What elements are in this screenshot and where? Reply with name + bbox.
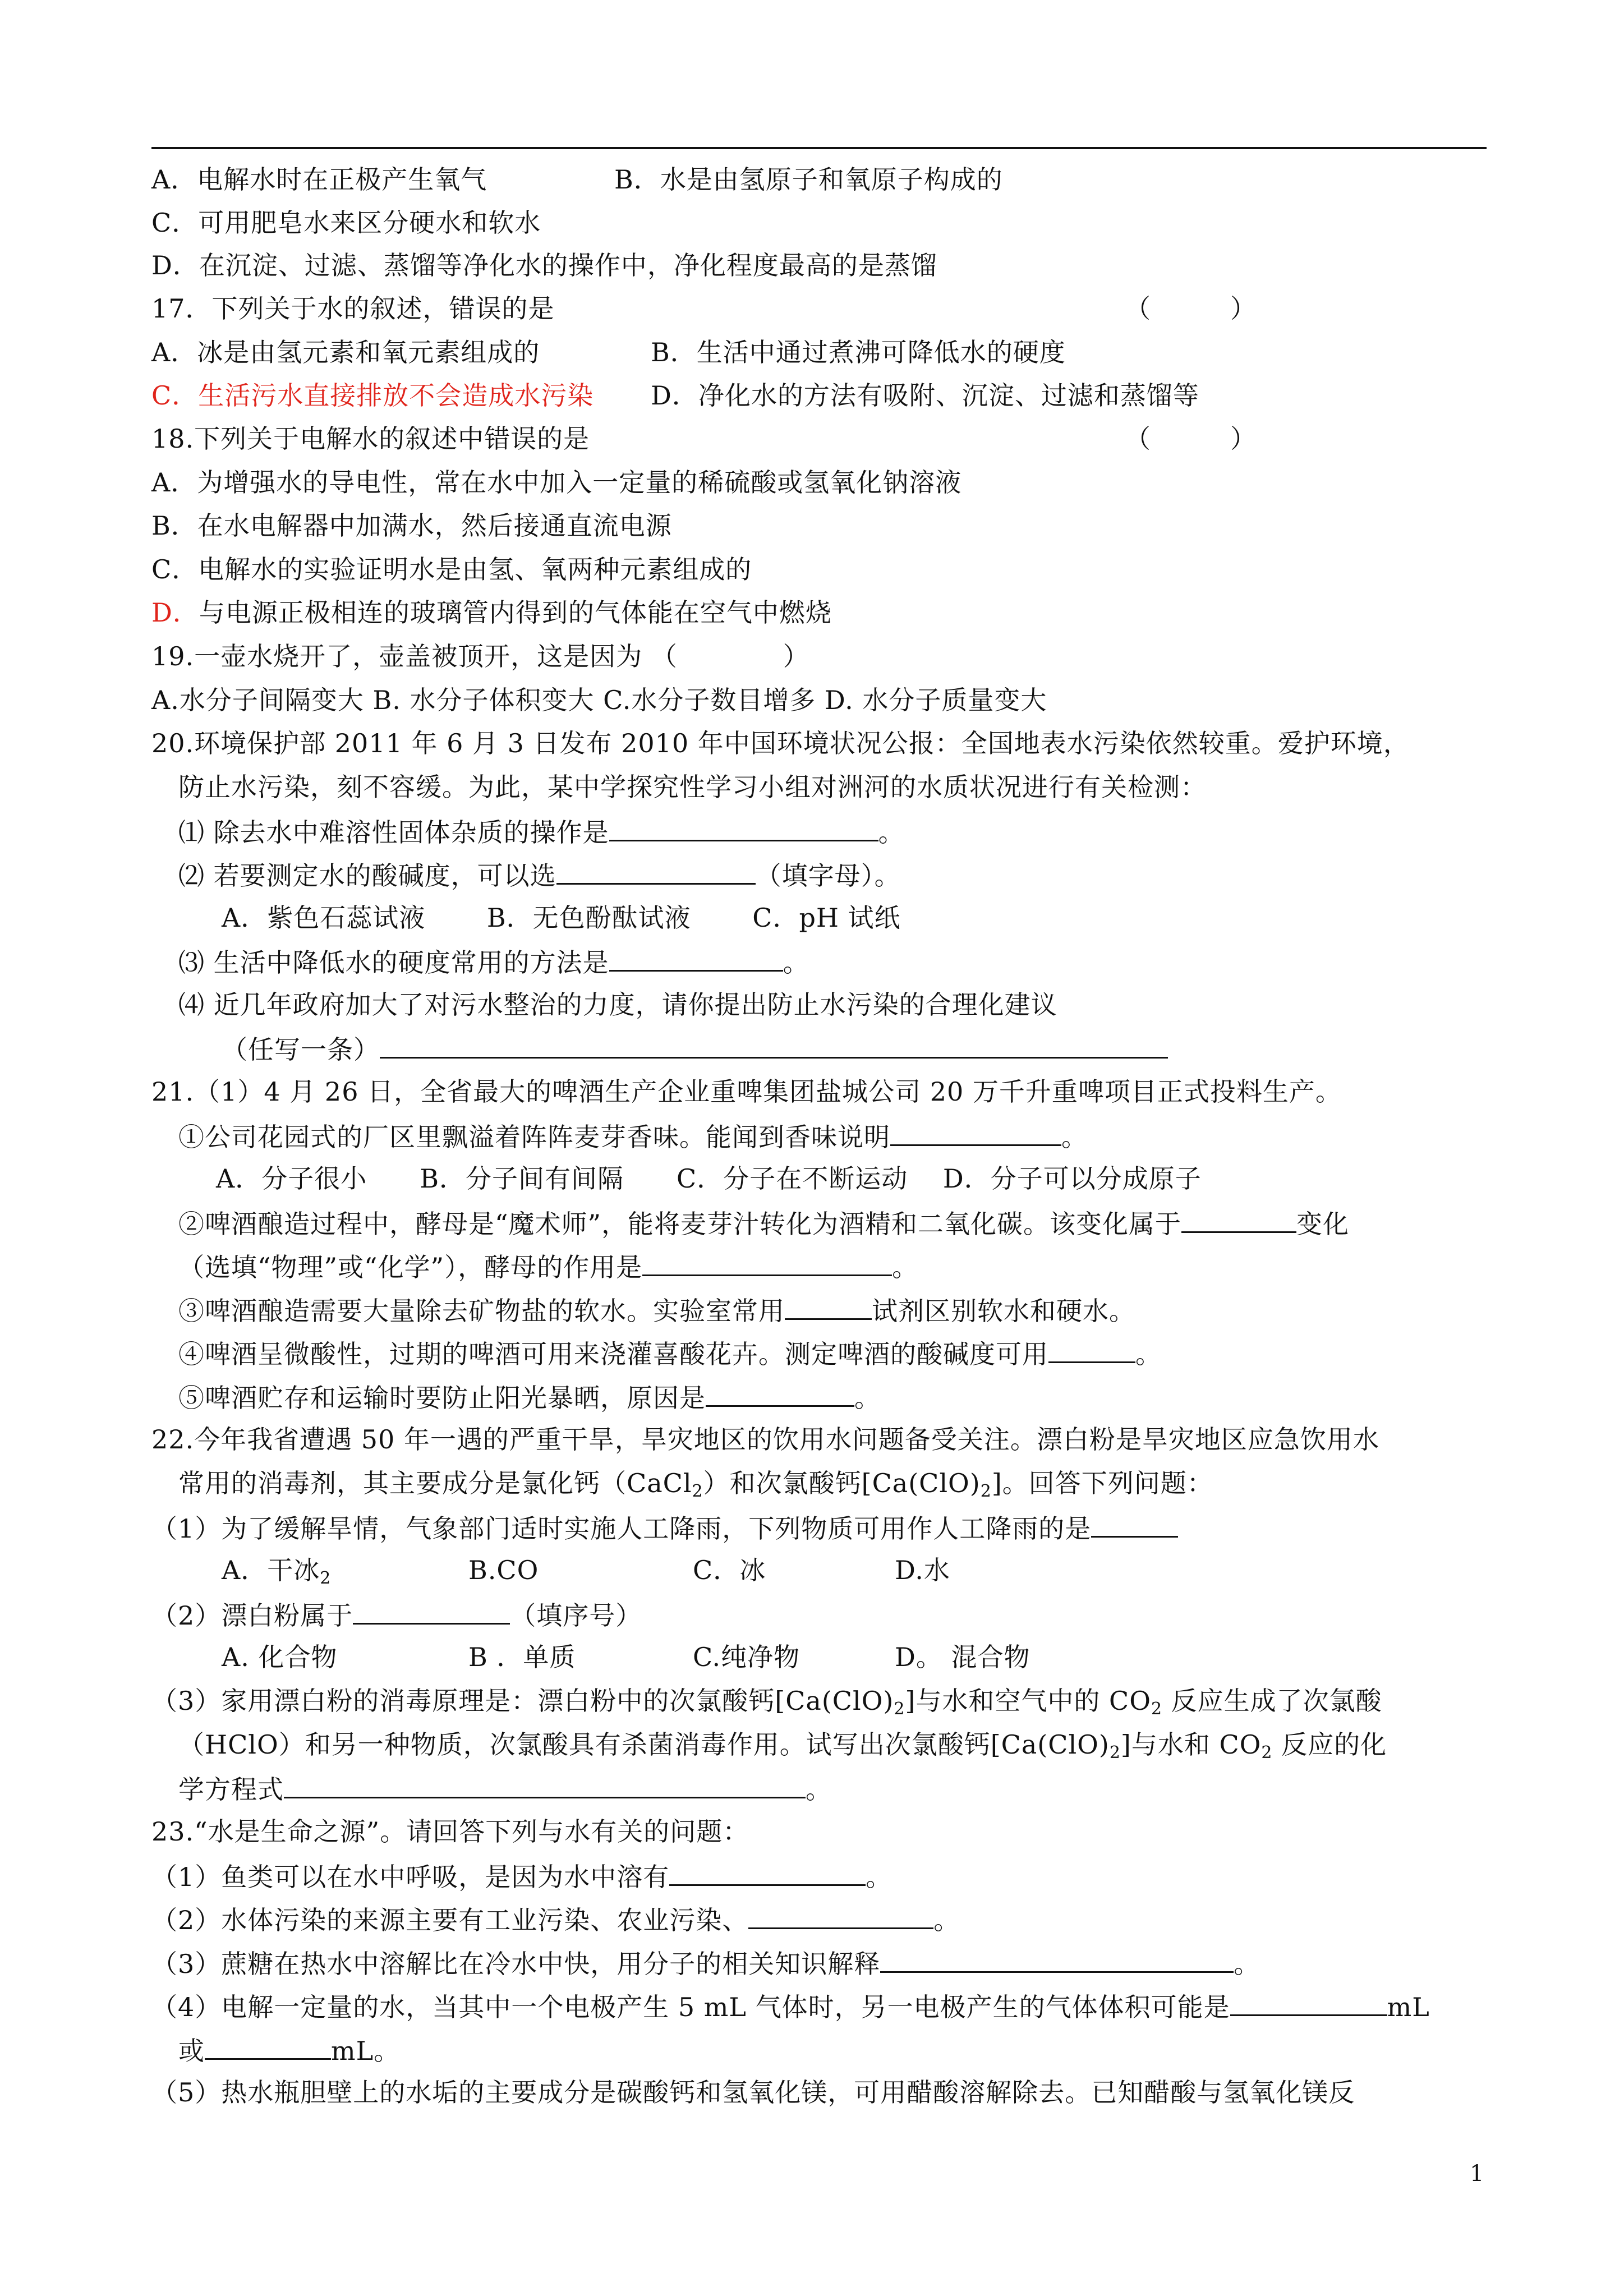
text-segment: 20.环境保护部 2011 年 6 月 3 日发布 2010 年中国环境状况公报：全国地表水污染依然较重。爱护环境， bbox=[151, 728, 1410, 758]
text-segment: 23.“水是生命之源”。请回答下列与水有关的问题： bbox=[151, 1816, 749, 1847]
text-segment: （2）水体污染的来源主要有工业污染、农业污染、 bbox=[151, 1905, 749, 1935]
text-segment: 。 bbox=[783, 947, 809, 978]
text-segment: C．生活污水直接排放不会造成水污染 bbox=[151, 380, 594, 411]
text-segment: 反应的化 bbox=[1272, 1729, 1387, 1760]
text-segment: （3）家用漂白粉的消毒原理是：漂白粉中的次氯酸钙[Ca(ClO) bbox=[151, 1686, 894, 1716]
text-segment: 。 bbox=[892, 1252, 919, 1282]
text-segment: ⑶ 生活中降低水的硬度常用的方法是 bbox=[178, 947, 609, 978]
text-segment: D.水 bbox=[895, 1555, 950, 1585]
text-segment: mL。 bbox=[331, 2036, 401, 2066]
text-segment: 或 bbox=[178, 2036, 205, 2066]
text-segment: B．生活中通过煮沸可降低水的硬度 bbox=[651, 337, 1066, 367]
text-line bbox=[222, 1031, 1168, 1066]
text-segment: 学方程式 bbox=[178, 1774, 284, 1805]
text-line bbox=[178, 1249, 918, 1284]
text-line bbox=[151, 1510, 1178, 1545]
text-segment: D．净化水的方法有吸附、沉淀、过滤和蒸馏等 bbox=[651, 380, 1199, 411]
text-segment: A．电解水时在正极产生氧气 bbox=[151, 164, 487, 195]
text-segment: 。 bbox=[806, 1774, 832, 1805]
text-segment: ]与水和空气中的 CO bbox=[905, 1686, 1151, 1716]
text-line bbox=[222, 901, 901, 935]
text-line bbox=[151, 163, 1003, 196]
text-line bbox=[151, 596, 832, 629]
page-number: 1 bbox=[1470, 2161, 1484, 2187]
text-segment: ①公司花园式的厂区里飘溢着阵阵麦芽香味。能闻到香味说明 bbox=[178, 1122, 890, 1152]
text-segment: B ．单质 bbox=[468, 1642, 576, 1672]
text-segment: A．紫色石蕊试液 B．无色酚酞试液 C．pH 试纸 bbox=[222, 903, 901, 933]
answer-blank[interactable] bbox=[284, 1771, 806, 1798]
text-line bbox=[151, 292, 1257, 325]
text-line bbox=[178, 1466, 1213, 1500]
answer-blank[interactable] bbox=[785, 1292, 872, 1320]
answer-blank[interactable] bbox=[1181, 1205, 1296, 1233]
text-line bbox=[178, 814, 905, 849]
text-line bbox=[151, 1684, 1382, 1718]
text-segment: 。 bbox=[1234, 1949, 1260, 1979]
text-segment: A．冰是由氢元素和氧元素组成的 bbox=[151, 337, 540, 367]
text-segment: 。 bbox=[933, 1905, 960, 1935]
text-line bbox=[151, 422, 1257, 455]
text-line bbox=[151, 249, 937, 282]
text-line bbox=[151, 379, 1199, 412]
text-segment: A. 化合物 bbox=[222, 1642, 338, 1672]
text-line bbox=[151, 1423, 1379, 1456]
text-segment: （填序号） bbox=[510, 1600, 642, 1631]
text-segment: 试剂区别软水和硬水。 bbox=[872, 1296, 1135, 1326]
text-segment: 变化 bbox=[1296, 1209, 1350, 1239]
subscript: 2 bbox=[1151, 1699, 1163, 1719]
subscript: 2 bbox=[1109, 1743, 1121, 1763]
text-segment: A．干冰 bbox=[222, 1555, 320, 1585]
answer-blank[interactable] bbox=[706, 1379, 854, 1407]
text-segment: ⑴ 除去水中难溶性固体杂质的操作是 bbox=[178, 817, 609, 848]
text-segment: （ ） bbox=[1125, 293, 1257, 324]
text-segment: B．水是由氢原子和氧原子构成的 bbox=[614, 164, 1003, 195]
text-line bbox=[151, 683, 1047, 717]
text-line bbox=[151, 639, 809, 673]
subscript: 2 bbox=[1261, 1743, 1273, 1763]
text-segment: C．可用肥皂水来区分硬水和软水 bbox=[151, 208, 541, 238]
text-line bbox=[151, 1858, 892, 1894]
text-segment: ⑷ 近几年政府加大了对污水整治的力度，请你提出防止水污染的合理化建议 bbox=[178, 990, 1057, 1020]
text-line bbox=[151, 726, 1410, 760]
text-line bbox=[178, 1205, 1349, 1241]
answer-blank[interactable] bbox=[380, 1031, 1168, 1059]
text-segment: ]与水和 CO bbox=[1120, 1729, 1262, 1760]
text-segment: （1）为了缓解旱情，气象部门适时实施人工降雨，下列物质可用作人工降雨的是 bbox=[151, 1513, 1092, 1544]
text-segment: 防止水污染，刻不容缓。为此，某中学探究性学习小组对洲河的水质状况进行有关检测： bbox=[178, 772, 1207, 802]
text-segment: A．为增强水的导电性，常在水中加入一定量的稀硫酸或氢氧化钠溶液 bbox=[151, 467, 962, 498]
text-line bbox=[178, 1336, 1162, 1371]
text-segment: ⑵ 若要测定水的酸碱度，可以选 bbox=[178, 861, 556, 891]
answer-blank[interactable] bbox=[880, 1945, 1234, 1973]
text-line bbox=[178, 857, 901, 892]
text-segment: （2）漂白粉属于 bbox=[151, 1600, 353, 1631]
text-segment: C．电解水的实验证明水是由氢、氧两种元素组成的 bbox=[151, 554, 752, 585]
text-line bbox=[222, 1640, 1030, 1674]
text-line bbox=[151, 1075, 1342, 1108]
text-line bbox=[178, 944, 809, 979]
text-line bbox=[151, 1597, 642, 1632]
text-segment: 18.下列关于电解水的叙述中错误的是 bbox=[151, 424, 590, 454]
subscript: 2 bbox=[894, 1699, 905, 1719]
text-segment: （任写一条） bbox=[222, 1034, 380, 1065]
answer-blank[interactable] bbox=[353, 1597, 510, 1625]
text-line bbox=[178, 1119, 1088, 1154]
answer-blank[interactable] bbox=[1091, 1510, 1178, 1538]
text-line bbox=[151, 466, 961, 499]
text-line bbox=[178, 988, 1057, 1022]
text-segment: ）和次氯酸钙[Ca(ClO) bbox=[703, 1468, 981, 1498]
text-line bbox=[151, 206, 541, 240]
answer-blank[interactable] bbox=[609, 814, 878, 841]
text-segment: C.纯净物 bbox=[693, 1642, 801, 1672]
text-segment: A．分子很小 B．分子间有间隔 C．分子在不断运动 D．分子可以分成原子 bbox=[216, 1163, 1202, 1194]
text-line bbox=[151, 553, 752, 586]
text-line bbox=[178, 1379, 881, 1415]
text-segment: （填字母）。 bbox=[755, 861, 901, 891]
text-segment: （3）蔗糖在热水中溶解比在冷水中快，用分子的相关知识解释 bbox=[151, 1949, 881, 1979]
text-segment: 22.今年我省遭遇 50 年一遇的严重干旱，旱灾地区的饮用水问题备受关注。漂白粉是旱灾地区应急饮用水 bbox=[151, 1424, 1379, 1455]
text-segment: 。 bbox=[878, 817, 905, 848]
answer-blank[interactable] bbox=[1048, 1336, 1135, 1363]
text-segment: 常用的消毒剂，其主要成分是氯化钙（CaCl bbox=[178, 1468, 692, 1498]
text-line bbox=[151, 335, 1066, 369]
text-segment: 。 bbox=[1061, 1122, 1088, 1152]
text-line bbox=[151, 1815, 749, 1848]
text-segment: ④啤酒呈微酸性，过期的啤酒可用来浇灌喜酸花卉。测定啤酒的酸碱度可用 bbox=[178, 1339, 1048, 1369]
answer-blank[interactable] bbox=[1230, 1989, 1387, 2016]
text-line bbox=[151, 1902, 960, 1937]
subscript: 2 bbox=[980, 1481, 992, 1501]
text-segment: mL bbox=[1387, 1992, 1430, 2022]
text-segment: （HClO）和另一种物质，次氯酸具有杀菌消毒作用。试写出次氯酸钙[Ca(ClO) bbox=[178, 1729, 1110, 1760]
subscript: 2 bbox=[692, 1481, 703, 1501]
text-line bbox=[222, 1553, 950, 1588]
text-line bbox=[178, 1728, 1387, 1761]
text-segment: 21.（1）4 月 26 日，全省最大的啤酒生产企业重啤集团盐城公司 20 万千升重啤项目正式投料生产。 bbox=[151, 1076, 1342, 1107]
header-rule bbox=[151, 147, 1487, 149]
text-segment: 。 bbox=[866, 1862, 892, 1892]
text-segment: C．冰 bbox=[693, 1555, 766, 1585]
text-segment: （5）热水瓶胆壁上的水垢的主要成分是碳酸钙和氢氧化镁，可用醋酸溶解除去。已知醋酸与氢氧化镁反 bbox=[151, 2077, 1355, 2108]
text-segment: B．在水电解器中加满水，然后接通直流电源 bbox=[151, 510, 672, 541]
text-segment: ⑤啤酒贮存和运输时要防止阳光暴晒，原因是 bbox=[178, 1383, 706, 1413]
text-segment: 与电源正极相连的玻璃管内得到的气体能在空气中燃烧 bbox=[199, 597, 832, 628]
text-segment: 反应生成了次氯酸 bbox=[1162, 1686, 1382, 1716]
text-segment: 19.一壶水烧开了，壶盖被顶开，这是因为 （ ） bbox=[151, 641, 809, 671]
text-segment: （选填“物理”或“化学”），酵母的作用是 bbox=[178, 1252, 643, 1282]
text-segment: D． bbox=[151, 597, 199, 628]
answer-blank[interactable] bbox=[890, 1119, 1061, 1146]
answer-blank[interactable] bbox=[205, 2032, 331, 2060]
text-segment: 。 bbox=[854, 1383, 881, 1413]
text-segment: （4）电解一定量的水，当其中一个电极产生 5 mL 气体时，另一电极产生的气体体积可能是 bbox=[151, 1992, 1230, 2022]
text-line bbox=[151, 1989, 1430, 2024]
answer-blank[interactable] bbox=[748, 1902, 933, 1929]
text-segment: D．在沉淀、过滤、蒸馏等净化水的操作中，净化程度最高的是蒸馏 bbox=[151, 250, 937, 280]
subscript: 2 bbox=[320, 1568, 332, 1588]
text-line bbox=[178, 2032, 400, 2068]
text-segment: 。 bbox=[1135, 1339, 1162, 1369]
answer-blank[interactable] bbox=[642, 1249, 892, 1276]
text-segment: ]。回答下列问题： bbox=[991, 1468, 1213, 1498]
answer-blank[interactable] bbox=[609, 944, 783, 972]
text-segment: ③啤酒酿造需要大量除去矿物盐的软水。实验室常用 bbox=[178, 1296, 785, 1326]
text-segment: ②啤酒酿造过程中，酵母是“魔术师”，能将麦芽汁转化为酒精和二氧化碳。该变化属于 bbox=[178, 1209, 1182, 1239]
text-segment: A.水分子间隔变大 B. 水分子体积变大 C.水分子数目增多 D. 水分子质量变大 bbox=[151, 685, 1047, 715]
text-line bbox=[178, 770, 1207, 804]
text-segment: B.CO bbox=[468, 1555, 539, 1585]
answer-blank[interactable] bbox=[669, 1858, 866, 1886]
answer-blank[interactable] bbox=[556, 857, 756, 885]
text-line bbox=[178, 1292, 1135, 1328]
text-line bbox=[216, 1162, 1202, 1195]
text-segment: 17．下列关于水的叙述，错误的是 bbox=[151, 293, 555, 324]
text-segment: （ ） bbox=[1125, 424, 1257, 454]
text-line bbox=[151, 2076, 1355, 2109]
text-segment: D。 混合物 bbox=[895, 1642, 1030, 1672]
text-segment: （1）鱼类可以在水中呼吸，是因为水中溶有 bbox=[151, 1862, 670, 1892]
text-line bbox=[178, 1771, 832, 1806]
text-line bbox=[151, 1945, 1260, 1981]
text-line bbox=[151, 509, 672, 542]
